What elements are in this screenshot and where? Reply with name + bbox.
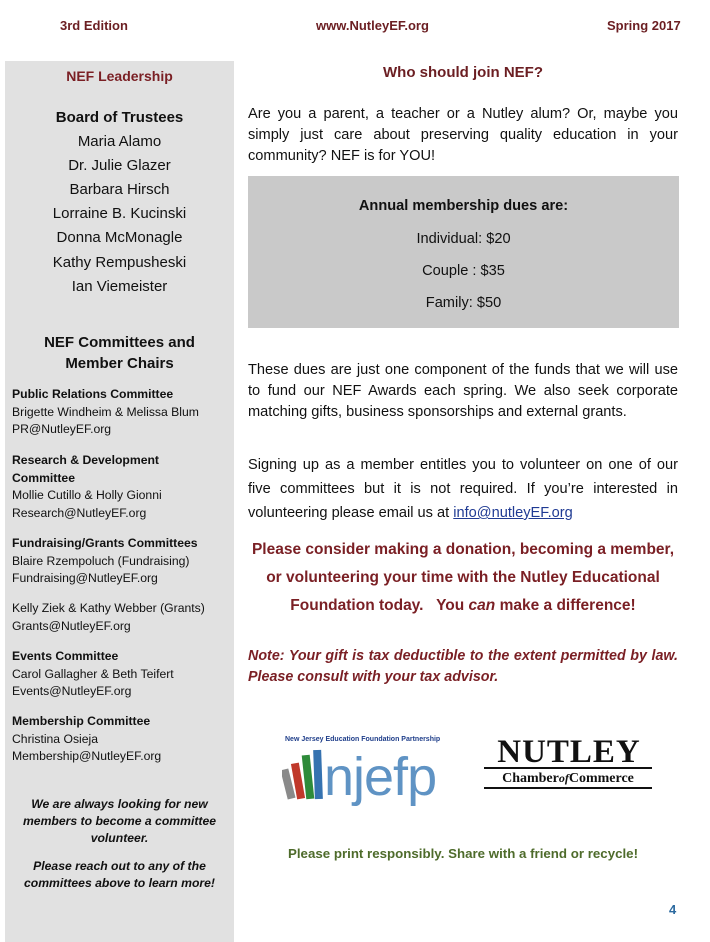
chamber-rule-bottom [484,787,652,789]
trustee-name: Donna McMonagle [56,229,183,246]
committee-chairs: Mollie Cutillo & Holly Gionni [12,488,162,502]
join-heading: Who should join NEF? [383,64,543,81]
board-title: Board of Trustees [55,109,184,126]
committee-fundraising [12,535,234,588]
committee-chairs: Blaire Rzempoluch (Fundraising) [12,553,190,568]
trustee-name: Maria Alamo [77,133,162,150]
committee-name: Public Relations Committee [12,387,174,401]
njefp-caption: New Jersey Education Foundation Partnership [285,736,441,743]
volunteer-text: Signing up as a member entitles you to volunteer on one of our five committees but it is not required. If you’re interested in volunteering please email us at [248,457,678,521]
chamber-name: NUTLEY [497,734,641,770]
committees-subtitle: Member Chairs [65,355,174,372]
trustee-name: Ian Viemeister [71,278,168,295]
appeal-3b: can [468,597,496,614]
appeal-3a: Foundation today. You [290,597,469,614]
books-icon [282,747,328,807]
njefp-wordmark: njefp [324,747,437,807]
trustee-name: Lorraine B. Kucinski [52,205,187,222]
committee-pr [12,386,234,439]
committee-email: Membership@NutleyEF.org [12,749,162,763]
trustee-name: Kathy Rempusheski [52,254,187,271]
edition-label: 3rd Edition [60,18,128,33]
committee-email: PR@NutleyEF.org [12,422,112,436]
dues-couple: Couple : $35 [422,263,505,279]
committees-title: NEF Committees and [44,334,195,351]
committee-email: Fundraising@NutleyEF.org [12,571,158,585]
dues-title: Annual membership dues are: [358,198,569,214]
committee-events [12,648,234,701]
commerce-word: Commerce [568,771,634,786]
committee-chairs: Brigette Windheim & Melissa Blum [12,404,199,419]
leadership-sidebar [5,61,234,942]
print-note: Please print responsibly. Share with a friend or recycle! [287,846,639,861]
njefp-logo [278,733,462,825]
committee-chairs: Carol Gallagher & Beth Teifert [12,666,174,681]
dues-box [248,176,679,328]
chamber-word: Chamber [502,771,559,786]
committee-email: Events@NutleyEF.org [12,684,132,698]
chamber-logo [484,735,654,793]
committee-name: Events Committee [12,649,119,663]
committee-name-cont: Committee [12,470,75,485]
committee-chairs: Christina Osieja [12,731,99,746]
appeal-line-1: Please consider making a donation, becoming a member, [251,541,675,558]
trustee-name: Dr. Julie Glazer [68,157,171,174]
dues-individual: Individual: $20 [416,231,511,247]
tax-note: Note: Your gift is tax deductible to the extent permitted by law. Please consult with your tax advisor. [248,648,678,685]
volunteer-paragraph [248,453,678,525]
website-label: www.NutleyEF.org [316,18,429,33]
committee-name: Fundraising/Grants Committees [12,536,198,550]
reach-out-note: Please reach out to any of the committees above to learn more! [24,859,215,890]
page-number: 4 [669,902,677,917]
appeal-line-3 [248,592,678,620]
committee-name: Research & Development [12,453,159,467]
appeal-line-2: or volunteering your time with the Nutley Educational [266,569,660,586]
intro-paragraph: Are you a parent, a teacher or a Nutley alum? Or, maybe you simply just care about preserving quality education in your community? NEF is for YOU! [248,106,678,164]
trustee-name: Barbara Hirsch [69,181,170,198]
sidebar-title: NEF Leadership [66,68,173,84]
dues-family: Family: $50 [425,295,502,311]
committee-grants [12,600,234,635]
chamber-of: of [558,771,569,785]
committee-chairs: Kelly Ziek & Kathy Webber (Grants) [12,601,205,615]
volunteer-email-link[interactable]: info@nutleyEF.org [453,505,573,521]
funds-paragraph: These dues are just one component of the funds that we will use to fund our NEF Awards each spring. We also seek corporate matching gifts, business sponsorships and external grants. [248,362,678,420]
chamber-subtitle [484,769,652,788]
committee-email: Grants@NutleyEF.org [12,618,131,633]
committee-research [12,452,234,522]
committee-email: Research@NutleyEF.org [12,505,147,520]
appeal-3c: make a difference! [495,597,636,614]
committee-name: Membership Committee [12,714,151,728]
volunteer-note: We are always looking for new members to become a committee volunteer. [22,797,217,845]
season-label: Spring 2017 [607,18,681,33]
committee-membership [12,713,234,766]
